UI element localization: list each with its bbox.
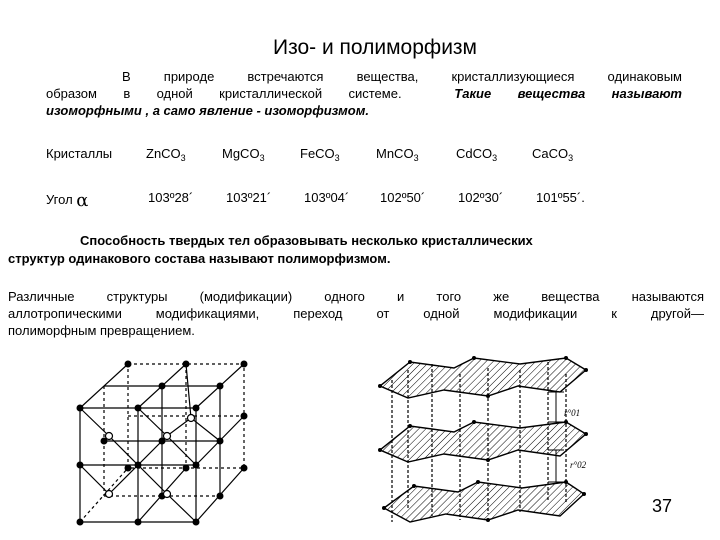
layer-spacing-label-1: r°01: [564, 408, 581, 418]
intro-line-1: В природе встречаются вещества, кристаллизующиеся одинаковым: [122, 69, 682, 84]
crystals-label: Кристаллы: [46, 146, 113, 161]
crystal-formula: MnCO$_3$: [376, 146, 419, 163]
crystal-formula: MgCO$_3$: [222, 146, 265, 163]
angle-label: Угол α: [46, 190, 89, 211]
cubic-lattice-figure: [66, 356, 262, 532]
crystal-formula: FeCO$_3$: [300, 146, 340, 163]
angle-value: 103º28´: [148, 190, 194, 205]
allotropy-paragraph: [8, 288, 704, 339]
angle-value: 101º55´.: [536, 190, 585, 205]
definition-line-2: структур одинакового состава называют полиморфизмом.: [8, 251, 391, 266]
intro-line-2: образом в одной кристаллической системе.: [46, 86, 402, 101]
layer-spacing-label-2: r°02: [570, 460, 587, 470]
angle-value: 102º30´: [458, 190, 504, 205]
angle-value: 103º21´: [226, 190, 272, 205]
page-number: 37: [652, 496, 673, 516]
intro-line-2-emphasis: Такие вещества называют: [454, 86, 682, 101]
isomorphism-paragraph: [46, 68, 682, 119]
crystal-formula: CaCO$_3$: [532, 146, 574, 163]
allotropy-line-3: полиморфным превращением.: [8, 323, 195, 338]
angle-value: 102º50´: [380, 190, 426, 205]
crystal-formula: CdCO$_3$: [456, 146, 498, 163]
angle-value: 103º04´: [304, 190, 350, 205]
polymorphism-definition: [8, 232, 668, 268]
layered-hexagonal-figure: [370, 350, 602, 534]
alpha-symbol: α: [76, 190, 89, 211]
page-title: Изо- и полиморфизм: [272, 36, 477, 59]
intro-line-3-emphasis: изоморфными , а само явление - изоморфизмом.: [46, 103, 369, 118]
definition-line-1: Способность твердых тел образовывать несколько кристаллических: [80, 233, 533, 248]
allotropy-line-2: аллотропическими модификациями, переход от одной модификации к другой—: [8, 306, 704, 321]
crystal-formula: ZnCO$_3$: [146, 146, 186, 163]
allotropy-line-1: Различные структуры (модификации) одного и того же вещества называются: [8, 289, 704, 304]
